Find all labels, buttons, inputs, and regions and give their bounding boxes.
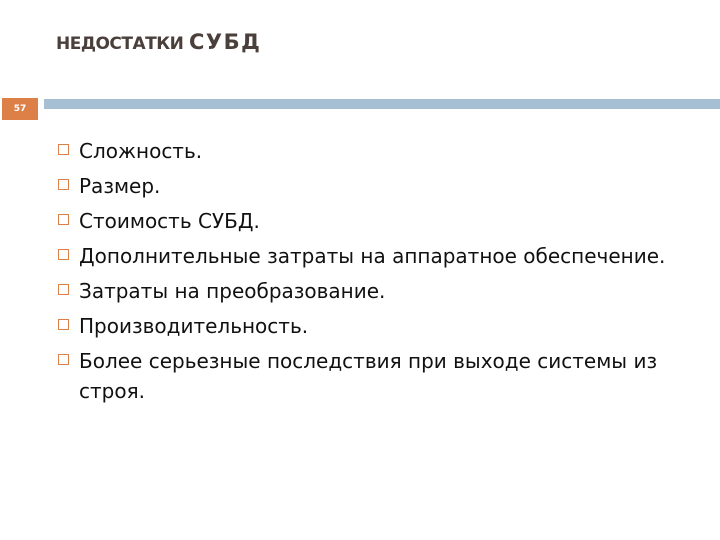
bullet-item [58,136,698,166]
square-bullet-icon [58,249,69,260]
bullet-text: Стоимость СУБД. [79,209,260,233]
bullet-text: Дополнительные затраты на аппаратное обеспечение. [79,244,666,268]
bullet-text: Сложность. [79,139,203,163]
bullet-item [58,276,698,306]
bullet-item [58,311,698,341]
header-bar [44,99,720,109]
square-bullet-icon [58,319,69,330]
square-bullet-icon [58,214,69,225]
bullet-item [58,206,698,236]
slide-title-part1: НЕДОСТАТКИ [56,34,184,54]
bullet-item [58,171,698,201]
square-bullet-icon [58,354,69,365]
bullet-item [58,346,698,406]
bullet-item [58,241,698,271]
square-bullet-icon [58,284,69,295]
square-bullet-icon [58,179,69,190]
slide-title [56,30,261,54]
square-bullet-icon [58,144,69,155]
bullet-list [58,136,698,411]
slide-number-badge [2,98,38,120]
slide-title-part2: СУБД [188,30,262,54]
bullet-text: Размер. [79,174,161,198]
bullet-text: Более серьезные последствия при выходе системы из строя. [79,349,658,403]
slide-number: 57 [13,104,27,114]
bullet-text: Затраты на преобразование. [79,279,386,303]
bullet-text: Производительность. [79,314,309,338]
